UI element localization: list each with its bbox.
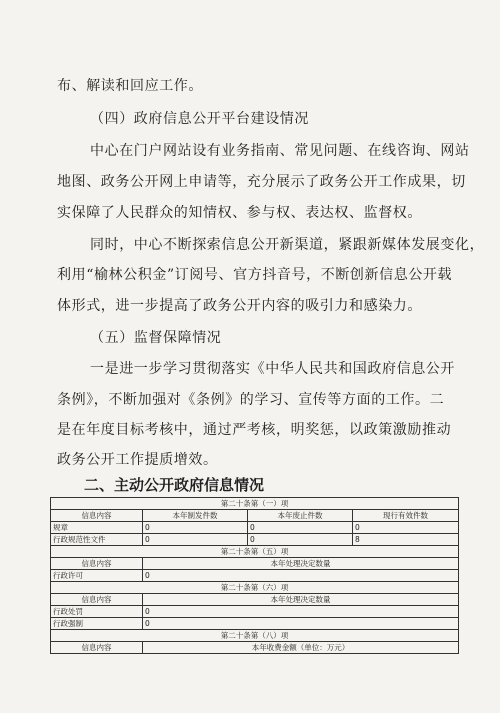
table-row <box>51 570 459 582</box>
paragraph-line: 同时，中心不断探索信息公开新渠道，紧跟新媒体发展变化， <box>90 237 485 253</box>
paragraph-line: 布、解读和回应工作。 <box>57 78 203 94</box>
paragraph-line: 一是进一步学习贯彻落实《中华人民共和国政府信息公开 <box>90 361 455 377</box>
table-cell: 8 <box>353 534 459 546</box>
table-section-title: 第二十条第（八）项 <box>51 630 459 642</box>
table-header-row <box>51 558 459 570</box>
table-row <box>51 618 459 630</box>
column-header: 本年处理决定数量 <box>143 594 459 606</box>
column-header: 信息内容 <box>51 642 143 654</box>
table-header-row <box>51 642 459 654</box>
table-cell: 0 <box>143 570 459 582</box>
column-header: 本年制发件数 <box>143 510 248 522</box>
table-section-title-row <box>51 582 459 594</box>
table-cell: 0 <box>143 534 248 546</box>
table-cell: 行政规范性文件 <box>51 534 143 546</box>
table-cell: 0 <box>143 522 248 534</box>
table-cell: 行政强制 <box>51 618 143 630</box>
table-section-title: 第二十条第（五）项 <box>51 546 459 558</box>
column-header: 本年处理决定数量 <box>143 558 459 570</box>
table-cell: 行政处罚 <box>51 606 143 618</box>
disclosure-table <box>50 497 459 654</box>
table-cell: 规章 <box>51 522 143 534</box>
paragraph-line: 地图、政务公开网上申请等，充分展示了政务公开工作成果，切 <box>57 174 466 190</box>
table-section-title-row <box>51 498 459 510</box>
table-section-title: 第二十条第（一）项 <box>51 498 459 510</box>
column-header: 信息内容 <box>51 510 143 522</box>
table-cell: 0 <box>353 522 459 534</box>
table-cell: 0 <box>143 618 459 630</box>
column-header: 信息内容 <box>51 558 143 570</box>
paragraph-line: 条例》，不断加强对《条例》的学习、宣传等方面的工作。二 <box>57 392 445 408</box>
table-cell: 行政许可 <box>51 570 143 582</box>
table-row <box>51 522 459 534</box>
subsection-heading: （五）监督保障情况 <box>90 330 222 346</box>
table-cell: 0 <box>143 606 459 618</box>
paragraph-line: 政务公开工作提质增效。 <box>57 452 218 468</box>
column-header: 现行有效件数 <box>353 510 459 522</box>
table-header-row <box>51 510 459 522</box>
section-heading: 二、主动公开政府信息情况 <box>84 476 265 494</box>
column-header: 信息内容 <box>51 594 143 606</box>
table-section-title: 第二十条第（六）项 <box>51 582 459 594</box>
paragraph-line: 是在年度目标考核中，通过严考核，明奖惩，以政策激励推动 <box>57 422 452 438</box>
column-header: 本年废止件数 <box>248 510 353 522</box>
table-section-title-row <box>51 630 459 642</box>
paragraph-line: 体形式，进一步提高了政务公开内容的吸引力和感染力。 <box>57 298 422 314</box>
paragraph-line: 利用“榆林公积金”订阅号、官方抖音号，不断创新信息公开载 <box>57 267 453 283</box>
paragraph-line: 中心在门户网站设有业务指南、常见问题、在线咨询、网站 <box>90 143 470 159</box>
table-row <box>51 606 459 618</box>
table-row <box>51 534 459 546</box>
table-cell: 0 <box>248 522 353 534</box>
subsection-heading: （四）政府信息公开平台建设情况 <box>90 111 309 127</box>
table-section-title-row <box>51 546 459 558</box>
table-header-row <box>51 594 459 606</box>
table-cell: 0 <box>248 534 353 546</box>
column-header: 本年收费金额（单位：万元） <box>143 642 459 654</box>
paragraph-line: 实保障了人民群众的知情权、参与权、表达权、监督权。 <box>57 205 422 221</box>
